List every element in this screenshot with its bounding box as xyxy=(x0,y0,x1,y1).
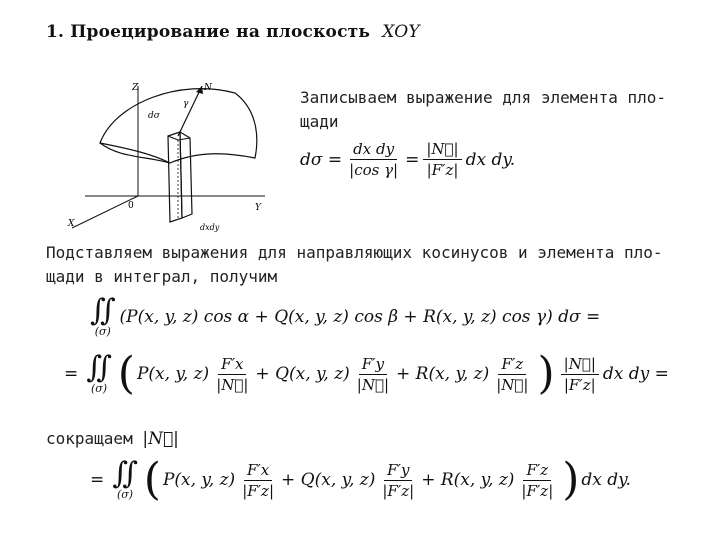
normal-vector xyxy=(178,86,202,136)
double-integral: ∬ (σ) xyxy=(86,350,112,395)
term-p: P(x, y, z) xyxy=(162,470,236,490)
paragraph-cancel xyxy=(46,427,179,451)
z-label: Z xyxy=(132,83,139,93)
denominator: |N⃗| xyxy=(216,375,249,394)
term-p: P(x, y, z) xyxy=(136,364,210,384)
tail: dx dy. xyxy=(581,470,631,490)
integral-domain: (σ) xyxy=(94,325,111,338)
fraction xyxy=(493,355,531,394)
lead-equals: = xyxy=(64,364,79,384)
denominator: |F′z| xyxy=(563,375,596,394)
fraction xyxy=(379,461,417,500)
equals: = xyxy=(405,149,420,170)
fraction xyxy=(239,461,277,500)
numerator: F′x xyxy=(218,355,246,375)
gamma-label: γ xyxy=(183,99,189,109)
lead-equals: = xyxy=(90,470,105,490)
tail: dx dy = xyxy=(602,364,669,384)
normal-arrowhead xyxy=(196,86,203,94)
formula-integral-1 xyxy=(90,293,601,338)
y-label: Y xyxy=(255,203,261,213)
origin-label: 0 xyxy=(128,201,134,211)
title-text: Проецирование на плоскость xyxy=(70,22,371,42)
dxdy-label: dxdy xyxy=(200,223,220,232)
title-plane: XOY xyxy=(382,22,420,42)
numerator: F′y xyxy=(359,355,387,375)
numerator: |N⃗| xyxy=(423,140,461,160)
numerator: F′x xyxy=(244,461,272,481)
projection-figure xyxy=(60,68,280,238)
surface-lower-edge xyxy=(100,143,170,163)
term-r: + R(x, y, z) xyxy=(396,364,490,384)
column-side xyxy=(180,132,192,218)
paragraph-line: Записываем выражение для элемента пло- xyxy=(300,88,667,107)
formula-integral-3: = ∬ (σ) ( P(x, y, z) $\frac{F'x}{|F'z|}$ + Q(x, y, z) $\frac{F'y}{|F'z|}$ + R(x, y, z) $\frac{F'z}{|F'z|}$ ) dx dy. xyxy=(90,454,631,505)
numerator: dx dy xyxy=(350,140,397,160)
paragraph-substitution xyxy=(46,241,663,289)
integrand: (P(x, y, z) cos α + Q(x, y, z) cos β + R(x, y, z) cos γ) dσ = xyxy=(119,307,601,327)
ds-tail: dx dy. xyxy=(465,149,516,170)
denominator: |N⃗| xyxy=(356,375,390,394)
fraction xyxy=(213,355,251,394)
double-integral: ∬ (σ) xyxy=(112,456,138,501)
double-integral: ∬ (σ) xyxy=(90,293,116,338)
integral-domain: (σ) xyxy=(116,488,134,501)
numerator: F′z xyxy=(523,461,551,481)
denominator: |F′z| xyxy=(382,481,415,500)
numerator: |N⃗| xyxy=(561,355,599,375)
dsigma-label: dσ xyxy=(148,111,160,121)
denominator: |cos γ| xyxy=(349,161,399,179)
fraction xyxy=(518,461,556,500)
fraction xyxy=(561,355,599,394)
denominator: |F′z| xyxy=(521,481,554,500)
column-top xyxy=(168,136,178,140)
denominator: |F′z| xyxy=(426,161,459,179)
n-label: N xyxy=(204,83,212,93)
fraction xyxy=(354,355,392,394)
fraction xyxy=(346,140,401,179)
term-r: + R(x, y, z) xyxy=(421,470,515,490)
paragraph-line: щади в интеграл, получим xyxy=(46,267,278,286)
paragraph-line: сокращаем xyxy=(46,429,133,448)
surface-outline xyxy=(100,89,257,163)
term-q: + Q(x, y, z) xyxy=(281,470,376,490)
x-label: X xyxy=(68,219,75,229)
paragraph-element-area xyxy=(300,86,666,134)
denominator: |N⃗| xyxy=(496,375,529,394)
numerator: F′y xyxy=(384,461,412,481)
paragraph-line: Подставляем выражения для направляющих косинусов и элемента пло- xyxy=(46,243,663,262)
ds-lhs: dσ = xyxy=(300,149,343,170)
page-title xyxy=(46,22,420,42)
denominator: |F′z| xyxy=(242,481,275,500)
integral-domain: (σ) xyxy=(90,382,108,395)
numerator: F′z xyxy=(498,355,526,375)
n-abs: |N⃗| xyxy=(142,429,179,449)
formula-integral-2: = ∬ (σ) ( P(x, y, z) $\frac{F'x}{|N⃗|}$ + Q(x, y, z) $\frac{F'y}{|N⃗|}$ + R(x, y, z) $\frac{F'z}{|N⃗|}$ ) $\frac{|N⃗|}{|F'z|}$ dx dy = xyxy=(64,348,669,399)
paragraph-line: щади xyxy=(300,112,339,131)
formula-dsigma xyxy=(300,140,515,179)
title-number: 1. xyxy=(46,22,65,42)
fraction xyxy=(423,140,461,179)
term-q: + Q(x, y, z) xyxy=(255,364,350,384)
